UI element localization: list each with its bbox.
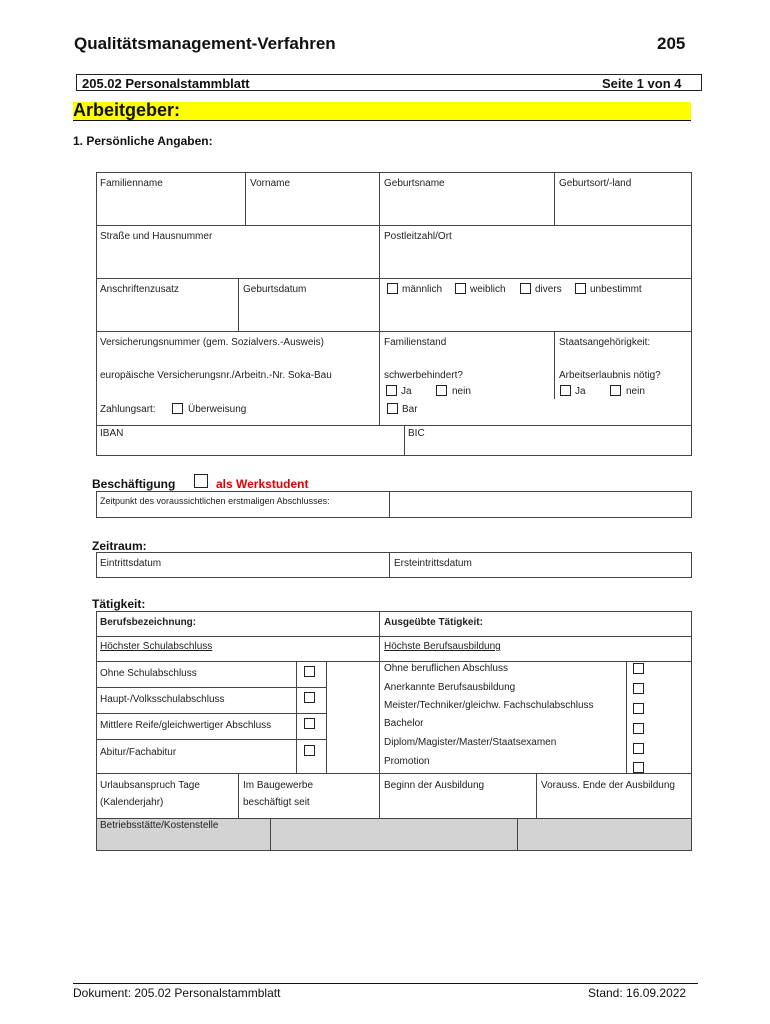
ausbildung-option-5: Diplom/Magister/Master/Staatsexamen	[384, 737, 557, 748]
schule-option-3: Mittlere Reife/gleichwertiger Abschluss	[100, 720, 272, 731]
ausbildung-option-4: Bachelor	[384, 718, 424, 729]
ausbildung-option-6: Promotion	[384, 756, 430, 767]
geburtsdatum-label: Geburtsdatum	[243, 284, 307, 295]
baugewerbe-sub-label: beschäftigt seit	[243, 797, 310, 808]
ende-ausbildung-label: Vorauss. Ende der Ausbildung	[541, 780, 675, 791]
arbeitserlaubnis-ja-label: Ja	[575, 386, 586, 397]
staatsangehoerigkeit-label: Staatsangehörigkeit:	[559, 337, 651, 348]
beschaeftigung-title: Beschäftigung	[92, 477, 176, 491]
plz-label: Postleitzahl/Ort	[384, 231, 452, 242]
bic-label: BIC	[408, 428, 425, 439]
urlaub-label: Urlaubsanspruch Tage	[100, 780, 200, 791]
page-indicator: Seite 1 von 4	[602, 76, 682, 91]
footer-stand: Stand: 16.09.2022	[588, 986, 687, 1000]
gender-undetermined-label: unbestimmt	[590, 284, 642, 295]
gender-diverse-checkbox[interactable]	[520, 283, 531, 294]
beginn-ausbildung-label: Beginn der Ausbildung	[384, 780, 485, 791]
eu-versicherung-label: europäische Versicherungsnr./Arbeitn.-Nr. Soka-Bau	[100, 370, 332, 381]
doc-id: 205.02 Personalstammblatt	[82, 76, 250, 91]
schule-checkbox-3[interactable]	[304, 718, 315, 729]
schule-checkbox-1[interactable]	[304, 666, 315, 677]
iban-label: IBAN	[100, 428, 124, 439]
ausbildung-checkbox-3[interactable]	[633, 703, 644, 714]
gender-undetermined-checkbox[interactable]	[575, 283, 586, 294]
zeitraum-title: Zeitraum:	[92, 539, 147, 553]
gender-diverse-label: divers	[535, 284, 562, 295]
werkstudent-label: als Werkstudent	[216, 477, 309, 491]
arbeitserlaubnis-ja-checkbox[interactable]	[560, 385, 571, 396]
ersteintritt-label: Ersteintrittsdatum	[394, 558, 472, 569]
schule-option-1: Ohne Schulabschluss	[100, 668, 197, 679]
schule-option-2: Haupt-/Volksschulabschluss	[100, 694, 225, 705]
urlaub-sub-label: (Kalenderjahr)	[100, 797, 164, 808]
schulabschluss-label: Höchster Schulabschluss	[100, 641, 213, 652]
bar-label: Bar	[402, 404, 418, 415]
footer-document: Dokument: 205.02 Personalstammblatt	[73, 986, 281, 1000]
document-number: 205	[657, 34, 686, 53]
ausbildung-checkbox-1[interactable]	[633, 663, 644, 674]
eintritt-label: Eintrittsdatum	[100, 558, 162, 569]
zahlungsart-label: Zahlungsart:	[100, 404, 156, 415]
schwerbehindert-label: schwerbehindert?	[384, 370, 463, 381]
employer-label: Arbeitgeber:	[73, 100, 181, 120]
strasse-label: Straße und Hausnummer	[100, 231, 213, 242]
ausbildung-option-1: Ohne beruflichen Abschluss	[384, 663, 508, 674]
document-title: Qualitätsmanagement-Verfahren	[74, 34, 336, 53]
schwerbehindert-ja-checkbox[interactable]	[386, 385, 397, 396]
ausbildung-checkbox-5[interactable]	[633, 743, 644, 754]
berufsbezeichnung-label: Berufsbezeichnung:	[100, 617, 197, 628]
geburtsname-label: Geburtsname	[384, 178, 445, 189]
anschrift-label: Anschriftenzusatz	[100, 284, 179, 295]
familienstand-label: Familienstand	[384, 337, 447, 348]
gender-male-checkbox[interactable]	[387, 283, 398, 294]
ueberweisung-checkbox[interactable]	[172, 403, 183, 414]
ausbildung-checkbox-6[interactable]	[633, 762, 644, 773]
betriebsstaette-label: Betriebsstätte/Kostenstelle	[100, 820, 219, 831]
section-personal-title: 1. Persönliche Angaben:	[73, 134, 213, 148]
werkstudent-checkbox[interactable]	[194, 474, 208, 488]
geburtsort-label: Geburtsort/-land	[559, 178, 632, 189]
schwerbehindert-nein-label: nein	[452, 386, 471, 397]
familienname-label: Familienname	[100, 178, 163, 189]
ausbildung-option-2: Anerkannte Berufsausbildung	[384, 682, 516, 693]
gender-female-label: weiblich	[470, 284, 506, 295]
schwerbehindert-ja-label: Ja	[401, 386, 412, 397]
arbeitserlaubnis-nein-label: nein	[626, 386, 645, 397]
vorname-label: Vorname	[250, 178, 291, 189]
ausbildung-checkbox-2[interactable]	[633, 683, 644, 694]
ausbildung-option-3: Meister/Techniker/gleichw. Fachschulabschluss	[384, 700, 594, 711]
versicherung-label: Versicherungsnummer (gem. Sozialvers.-Ausweis)	[100, 337, 324, 348]
gender-female-checkbox[interactable]	[455, 283, 466, 294]
schwerbehindert-nein-checkbox[interactable]	[436, 385, 447, 396]
schule-checkbox-4[interactable]	[304, 745, 315, 756]
taetigkeit-title: Tätigkeit:	[92, 597, 146, 611]
bar-checkbox[interactable]	[387, 403, 398, 414]
ausgeuebt-label: Ausgeübte Tätigkeit:	[384, 617, 483, 628]
ueberweisung-label: Überweisung	[188, 404, 247, 415]
arbeitserlaubnis-label: Arbeitserlaubnis nötig?	[559, 370, 661, 381]
gender-male-label: männlich	[402, 284, 443, 295]
ausbildung-checkbox-4[interactable]	[633, 723, 644, 734]
schule-checkbox-2[interactable]	[304, 692, 315, 703]
schule-option-4: Abitur/Fachabitur	[100, 747, 177, 758]
arbeitserlaubnis-nein-checkbox[interactable]	[610, 385, 621, 396]
baugewerbe-label: Im Baugewerbe	[243, 780, 314, 791]
berufsausbildung-label: Höchste Berufsausbildung	[384, 641, 501, 652]
zeitpunkt-label: Zeitpunkt des voraussichtlichen erstmaligen Abschlusses:	[100, 496, 330, 506]
